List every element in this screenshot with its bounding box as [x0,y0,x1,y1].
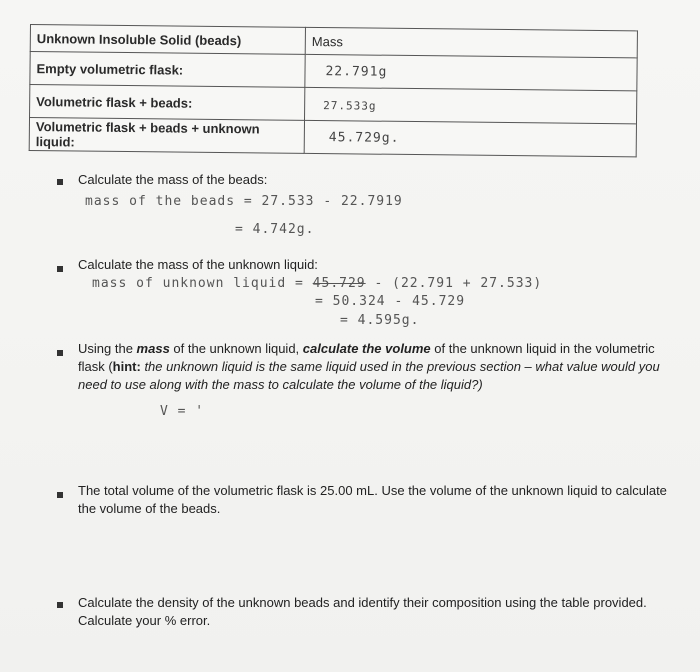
row-label: Empty volumetric flask: [30,52,305,88]
question-4: The total volume of the volumetric flask is 25.00 mL. Use the volume of the unknown liquid to calculate the volume of the beads. [78,483,667,516]
handwritten-prefix: mass of unknown liquid = [92,276,313,291]
struck-value: 45.729 [312,276,366,291]
mass-table [29,24,638,157]
q3-emph-mass: mass [136,341,170,356]
handwritten-work: = 50.324 - 45.729 [315,294,466,309]
question-2: Calculate the mass of the unknown liquid: [78,257,318,272]
question-3 [78,340,678,394]
row-value [305,54,637,90]
question-5: Calculate the density of the unknown beads and identify their composition using the table provided. Calculate your % error. [78,595,647,628]
header-unknown-solid: Unknown Insoluble Solid (beads) [30,25,305,55]
row-label: Volumetric flask + beads + unknown liquid: [29,118,304,154]
q3-text: of the unknown liquid, [169,341,303,356]
handwritten-value: 22.791g [325,64,388,80]
q3-emph-volume: calculate the volume [302,341,431,356]
handwritten-work: V = ' [160,404,205,419]
q3-text: of the unknown liquid in the volumetric flask ( [78,341,655,374]
handwritten-work [92,276,542,291]
row-value [305,87,637,123]
q3-text: Using the [78,341,137,356]
bullet-icon [57,350,63,356]
q3-hint-text: the unknown liquid is the same liquid used in the previous section – what value would you need to use along with the mass to calculate the volume of the liquid?) [78,359,660,392]
handwritten-suffix: - (22.791 + 27.533) [365,276,543,291]
table-row [29,118,636,157]
handwritten-work: mass of the beads = 27.533 - 22.7919 [85,194,403,209]
q3-hint-label: hint: [112,359,141,374]
handwritten-value: 27.533g [323,98,377,113]
handwritten-value: 45.729g. [328,130,400,146]
bullet-icon [57,492,63,498]
header-mass: Mass [305,27,637,57]
bullet-icon [57,266,63,272]
handwritten-work: = 4.742g. [235,222,315,237]
handwritten-work: = 4.595g. [340,313,420,328]
bullet-icon [57,179,63,185]
row-label: Volumetric flask + beads: [30,85,305,121]
row-value [304,120,636,156]
question-1: Calculate the mass of the beads: [78,172,268,187]
bullet-icon [57,602,63,608]
